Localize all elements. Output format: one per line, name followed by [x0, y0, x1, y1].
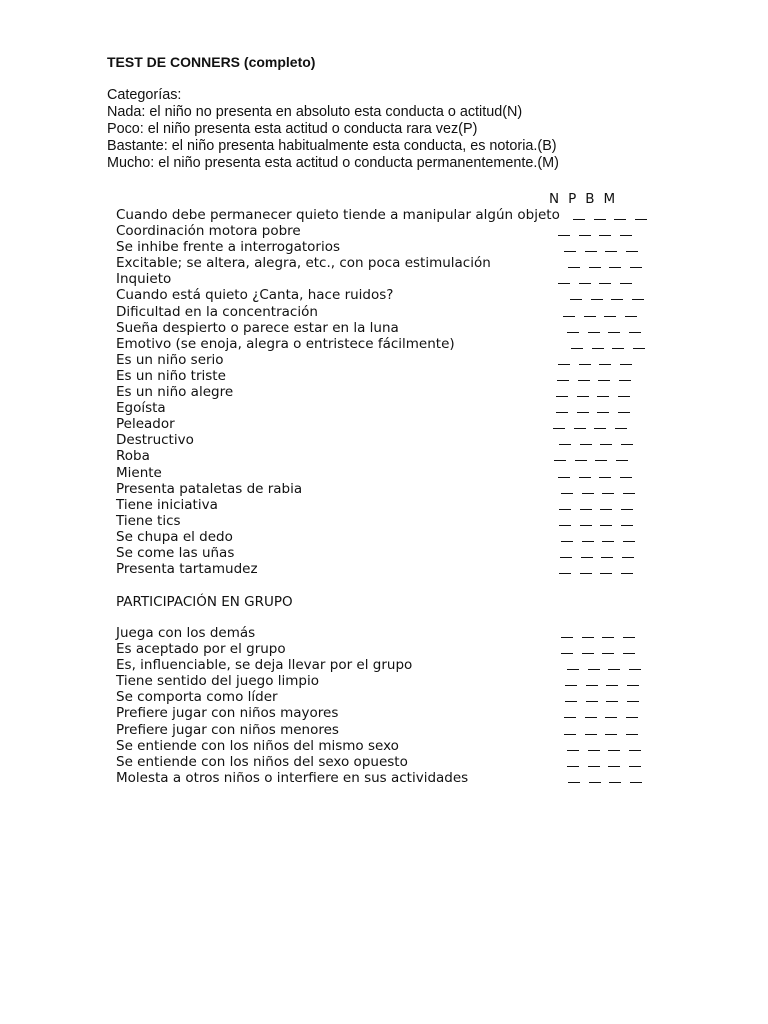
questionnaire-row: [116, 529, 676, 545]
answer-blank-m[interactable]: [629, 332, 641, 333]
answer-blank-b[interactable]: [612, 348, 624, 349]
questionnaire-row: [116, 416, 676, 432]
answer-blank-b[interactable]: [605, 251, 617, 252]
item-label: Tiene sentido del juego limpio: [116, 673, 319, 690]
answer-blank-n[interactable]: [564, 717, 576, 718]
item-label: Coordinación motora pobre: [116, 223, 301, 240]
questionnaire-row: [116, 239, 676, 255]
answer-blank-n[interactable]: [561, 493, 573, 494]
item-label: Se chupa el dedo: [116, 528, 233, 545]
answer-blank-p[interactable]: [585, 717, 597, 718]
questionnaire-row: [116, 754, 676, 770]
item-label: Se comporta como líder: [116, 689, 278, 706]
answer-blank-n[interactable]: [558, 364, 570, 365]
answer-blank-n[interactable]: [559, 509, 571, 510]
answer-blank-n[interactable]: [558, 283, 570, 284]
answer-blank-m[interactable]: [616, 460, 628, 461]
questionnaire-row: [116, 223, 676, 239]
questionnaire-row: [116, 320, 676, 336]
item-label: Tiene iniciativa: [116, 496, 218, 513]
item-label: Inquieto: [116, 271, 172, 288]
answer-blank-n[interactable]: [561, 541, 573, 542]
answer-blank-m[interactable]: [629, 766, 641, 767]
category-line: Poco: el niño presenta esta actitud o conducta rara vez(P): [107, 121, 478, 137]
answer-blank-p[interactable]: [577, 396, 589, 397]
category-line: Nada: el niño no presenta en absoluto esta conducta o actitud(N): [107, 104, 523, 120]
item-label: Emotivo (se enoja, alegra o entristece fácilmente): [116, 335, 455, 352]
answer-blank-n[interactable]: [561, 637, 573, 638]
item-label: Miente: [116, 464, 162, 481]
answer-blank-p[interactable]: [575, 460, 587, 461]
answer-blank-b[interactable]: [602, 541, 614, 542]
questionnaire-row: [116, 207, 676, 223]
answer-blank-m[interactable]: [618, 396, 630, 397]
answer-blank-n[interactable]: [556, 412, 568, 413]
answer-blank-m[interactable]: [633, 348, 645, 349]
behavior-items-list: [116, 207, 676, 577]
answer-blank-b[interactable]: [608, 750, 620, 751]
answer-blank-b[interactable]: [594, 428, 606, 429]
answer-blank-p[interactable]: [580, 509, 592, 510]
answer-blank-p[interactable]: [580, 444, 592, 445]
answer-blank-m[interactable]: [623, 653, 635, 654]
questionnaire-row: [116, 497, 676, 513]
answer-blank-m[interactable]: [627, 701, 639, 702]
item-label: Es aceptado por el grupo: [116, 641, 286, 658]
questionnaire-row: [116, 625, 676, 641]
categories-block: [107, 87, 559, 172]
answer-blank-b[interactable]: [599, 364, 611, 365]
item-label: Presenta pataletas de rabia: [116, 480, 303, 497]
answer-blank-b[interactable]: [600, 525, 612, 526]
item-label: Sueña despierto o parece estar en la luna: [116, 319, 399, 336]
item-label: Molesta a otros niños o interfiere en sus actividades: [116, 769, 469, 786]
document-title: TEST DE CONNERS (completo): [107, 54, 316, 70]
answer-blank-p[interactable]: [578, 380, 590, 381]
answer-blank-b[interactable]: [606, 701, 618, 702]
item-label: Dificultad en la concentración: [116, 303, 318, 320]
item-label: Es un niño serio: [116, 351, 224, 368]
answer-blank-m[interactable]: [619, 380, 631, 381]
questionnaire-row: [116, 770, 676, 786]
answer-blank-n[interactable]: [559, 573, 571, 574]
answer-blank-n[interactable]: [558, 477, 570, 478]
answer-blank-n[interactable]: [559, 525, 571, 526]
questionnaire-row: [116, 384, 676, 400]
questionnaire-row: [116, 705, 676, 721]
item-label: Cuando está quieto ¿Canta, hace ruidos?: [116, 287, 394, 304]
answer-blank-m[interactable]: [630, 782, 642, 783]
answer-blank-m[interactable]: [632, 299, 644, 300]
answer-blank-p[interactable]: [585, 251, 597, 252]
column-m: M: [603, 191, 616, 207]
answer-blank-m[interactable]: [620, 364, 632, 365]
item-label: Es un niño alegre: [116, 384, 234, 401]
questionnaire-row: [116, 400, 676, 416]
questionnaire-row: [116, 513, 676, 529]
answer-blank-b[interactable]: [604, 316, 616, 317]
item-label: Presenta tartamudez: [116, 561, 258, 578]
answer-blank-p[interactable]: [574, 428, 586, 429]
questionnaire-row: [116, 657, 676, 673]
answer-blank-b[interactable]: [601, 557, 613, 558]
answer-blank-n[interactable]: [561, 653, 573, 654]
answer-blank-b[interactable]: [599, 477, 611, 478]
questionnaire-row: [116, 641, 676, 657]
answer-blank-p[interactable]: [580, 525, 592, 526]
questionnaire-row: [116, 738, 676, 754]
answer-blank-b[interactable]: [614, 219, 626, 220]
answer-blank-n[interactable]: [564, 251, 576, 252]
answer-blank-b[interactable]: [599, 235, 611, 236]
item-label: Se entiende con los niños del sexo opuesto: [116, 753, 408, 770]
answer-blank-p[interactable]: [588, 332, 600, 333]
answer-blank-m[interactable]: [635, 219, 647, 220]
answer-blank-b[interactable]: [598, 380, 610, 381]
answer-blank-m[interactable]: [627, 685, 639, 686]
answer-blank-m[interactable]: [615, 428, 627, 429]
answer-blank-m[interactable]: [629, 750, 641, 751]
questionnaire-row: [116, 368, 676, 384]
answer-blank-m[interactable]: [621, 444, 633, 445]
answer-blank-m[interactable]: [629, 669, 641, 670]
column-p: P: [568, 191, 577, 207]
answer-blank-m[interactable]: [621, 573, 633, 574]
item-label: Peleador: [116, 416, 175, 433]
answer-blank-n[interactable]: [563, 316, 575, 317]
answer-blank-b[interactable]: [595, 460, 607, 461]
item-label: Tiene tics: [116, 512, 181, 529]
answer-blank-m[interactable]: [623, 637, 635, 638]
item-label: Es, influenciable, se deja llevar por el grupo: [116, 657, 413, 674]
answer-blank-n[interactable]: [570, 299, 582, 300]
answer-blank-m[interactable]: [625, 316, 637, 317]
group-section-heading: PARTICIPACIÓN EN GRUPO: [116, 594, 293, 610]
questionnaire-row: [116, 689, 676, 705]
item-label: Excitable; se altera, alegra, etc., con poca estimulación: [116, 255, 491, 272]
answer-blank-n[interactable]: [554, 460, 566, 461]
answer-blank-p[interactable]: [582, 653, 594, 654]
answer-blank-n[interactable]: [567, 332, 579, 333]
answer-blank-n[interactable]: [568, 267, 580, 268]
answer-blank-b[interactable]: [606, 685, 618, 686]
answer-blank-m[interactable]: [618, 412, 630, 413]
answer-blank-b[interactable]: [602, 637, 614, 638]
questionnaire-row: [116, 448, 676, 464]
answer-blank-p[interactable]: [580, 573, 592, 574]
answer-blank-n[interactable]: [568, 782, 580, 783]
answer-blank-b[interactable]: [602, 493, 614, 494]
questionnaire-row: [116, 432, 676, 448]
answer-blank-m[interactable]: [621, 509, 633, 510]
categories-heading: Categorías:: [107, 87, 182, 103]
answer-blank-b[interactable]: [605, 717, 617, 718]
item-label: Es un niño triste: [116, 367, 226, 384]
answer-blank-n[interactable]: [557, 380, 569, 381]
answer-blank-p[interactable]: [582, 493, 594, 494]
answer-blank-b[interactable]: [609, 782, 621, 783]
answer-blank-b[interactable]: [605, 734, 617, 735]
item-label: Roba: [116, 448, 150, 465]
answer-blank-p[interactable]: [588, 766, 600, 767]
item-label: Cuando debe permanecer quieto tiende a manipular algún objeto: [116, 207, 560, 223]
column-header: [549, 191, 624, 208]
category-line: Bastante: el niño presenta habitualmente esta conducta, es notoria.(B): [107, 138, 557, 154]
item-label: Prefiere jugar con niños mayores: [116, 705, 339, 722]
group-items-list: [116, 625, 676, 786]
answer-blank-n[interactable]: [565, 701, 577, 702]
answer-blank-b[interactable]: [600, 444, 612, 445]
answer-blank-p[interactable]: [586, 701, 598, 702]
questionnaire-row: [116, 352, 676, 368]
answer-blank-b[interactable]: [609, 267, 621, 268]
answer-blank-b[interactable]: [602, 653, 614, 654]
answer-blank-m[interactable]: [623, 541, 635, 542]
answer-blank-m[interactable]: [630, 267, 642, 268]
item-label: Destructivo: [116, 432, 194, 449]
answer-blank-n[interactable]: [560, 557, 572, 558]
answer-blank-b[interactable]: [611, 299, 623, 300]
item-label: Se inhibe frente a interrogatorios: [116, 239, 340, 256]
answer-blank-m[interactable]: [626, 251, 638, 252]
answer-blank-p[interactable]: [591, 299, 603, 300]
questionnaire-row: [116, 336, 676, 352]
answer-blank-m[interactable]: [620, 283, 632, 284]
answer-blank-n[interactable]: [567, 766, 579, 767]
item-label: Prefiere jugar con niños menores: [116, 721, 339, 738]
questionnaire-row: [116, 465, 676, 481]
answer-blank-n[interactable]: [558, 235, 570, 236]
answer-blank-b[interactable]: [608, 766, 620, 767]
answer-blank-n[interactable]: [567, 669, 579, 670]
answer-blank-n[interactable]: [564, 734, 576, 735]
answer-blank-b[interactable]: [608, 669, 620, 670]
questionnaire-row: [116, 271, 676, 287]
answer-blank-p[interactable]: [584, 316, 596, 317]
category-line: Mucho: el niño presenta esta actitud o conducta permanentemente.(M): [107, 155, 559, 171]
answer-blank-p[interactable]: [581, 557, 593, 558]
answer-blank-n[interactable]: [559, 444, 571, 445]
answer-blank-p[interactable]: [582, 637, 594, 638]
answer-blank-n[interactable]: [571, 348, 583, 349]
questionnaire-row: [116, 481, 676, 497]
answer-blank-p[interactable]: [589, 782, 601, 783]
answer-blank-n[interactable]: [553, 428, 565, 429]
answer-blank-p[interactable]: [588, 669, 600, 670]
answer-blank-n[interactable]: [565, 685, 577, 686]
column-n: N: [549, 191, 560, 207]
answer-blank-n[interactable]: [573, 219, 585, 220]
answer-blank-m[interactable]: [626, 734, 638, 735]
answer-blank-m[interactable]: [620, 477, 632, 478]
questionnaire-row: [116, 722, 676, 738]
answer-blank-p[interactable]: [585, 734, 597, 735]
answer-blank-n[interactable]: [567, 750, 579, 751]
questionnaire-row: [116, 287, 676, 303]
questionnaire-row: [116, 545, 676, 561]
item-label: Juega con los demás: [116, 625, 256, 641]
answer-blank-p[interactable]: [589, 267, 601, 268]
answer-blank-b[interactable]: [597, 396, 609, 397]
item-label: Se come las uñas: [116, 544, 235, 561]
answer-blank-p[interactable]: [586, 685, 598, 686]
answer-blank-b[interactable]: [600, 573, 612, 574]
answer-blank-m[interactable]: [620, 235, 632, 236]
answer-blank-m[interactable]: [621, 525, 633, 526]
answer-blank-m[interactable]: [622, 557, 634, 558]
item-label: Egoísta: [116, 400, 166, 417]
answer-blank-n[interactable]: [556, 396, 568, 397]
answer-blank-p[interactable]: [579, 283, 591, 284]
column-b: B: [585, 191, 595, 207]
answer-blank-p[interactable]: [588, 750, 600, 751]
answer-blank-p[interactable]: [592, 348, 604, 349]
questionnaire-row: [116, 561, 676, 577]
answer-blank-p[interactable]: [579, 235, 591, 236]
answer-blank-p[interactable]: [579, 477, 591, 478]
answer-blank-p[interactable]: [579, 364, 591, 365]
questionnaire-row: [116, 304, 676, 320]
answer-blank-b[interactable]: [600, 509, 612, 510]
answer-blank-p[interactable]: [577, 412, 589, 413]
answer-blank-b[interactable]: [608, 332, 620, 333]
answer-blank-m[interactable]: [626, 717, 638, 718]
item-label: Se entiende con los niños del mismo sexo: [116, 737, 399, 754]
answer-blank-b[interactable]: [599, 283, 611, 284]
answer-blank-p[interactable]: [582, 541, 594, 542]
answer-blank-m[interactable]: [623, 493, 635, 494]
answer-blank-p[interactable]: [594, 219, 606, 220]
questionnaire-row: [116, 673, 676, 689]
questionnaire-row: [116, 255, 676, 271]
answer-blank-b[interactable]: [597, 412, 609, 413]
